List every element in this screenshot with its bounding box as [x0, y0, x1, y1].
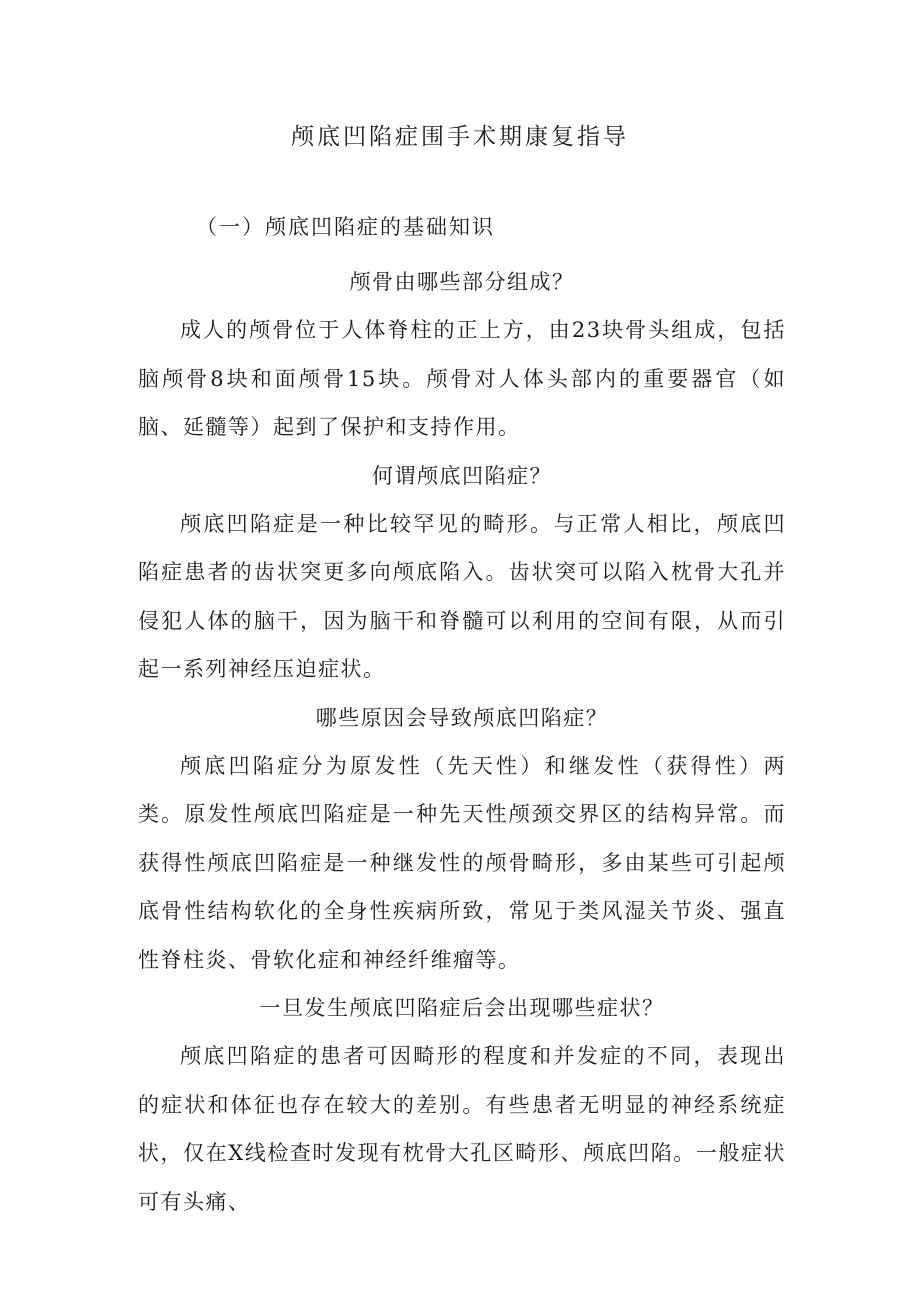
- answer-paragraph: 颅底凹陷症是一种比较罕见的畸形。与正常人相比，颅底凹陷症患者的齿状突更多向颅底陷入。齿状突可以陷入枕骨大孔并侵犯人体的脑干，因为脑干和脊髓可以利用的空间有限，从而引起一系列神经压迫症状。: [138, 511, 786, 681]
- question-heading: 一旦发生颅底凹陷症后会出现哪些症状？: [259, 996, 665, 1020]
- section-heading: （一）颅底凹陷症的基础知识: [196, 215, 495, 239]
- answer-paragraph: 成人的颅骨位于人体脊柱的正上方，由23块骨头组成，包括脑颅骨8块和面颅骨15块。颅骨对人体头部内的重要器官（如脑、延髓等）起到了保护和支持作用。: [138, 318, 786, 439]
- answer-paragraph: 颅底凹陷症分为原发性（先天性）和继发性（获得性）两类。原发性颅底凹陷症是一种先天性颅颈交界区的结构异常。而获得性颅底凹陷症是一种继发性的颅骨畸形，多由某些可引起颅底骨性结构软化的全身性疾病所致，常见于类风湿关节炎、强直性脊柱炎、骨软化症和神经纤维瘤等。: [138, 753, 786, 972]
- question-heading: 哪些原因会导致颅底凹陷症？: [315, 705, 609, 730]
- document-body: [138, 258, 786, 1226]
- question-heading: 颅骨由哪些部分组成？: [349, 270, 575, 294]
- answer-paragraph: 颅底凹陷症的患者可因畸形的程度和并发症的不同，表现出的症状和体征也存在较大的差别。有些患者无明显的神经系统症状，仅在X线检查时发现有枕骨大孔区畸形、颅底凹陷。一般症状可有头痛、: [138, 1044, 786, 1214]
- document-title: 颅底凹陷症围手术期康复指导: [291, 124, 629, 150]
- question-heading: 何谓颅底凹陷症？: [372, 463, 552, 488]
